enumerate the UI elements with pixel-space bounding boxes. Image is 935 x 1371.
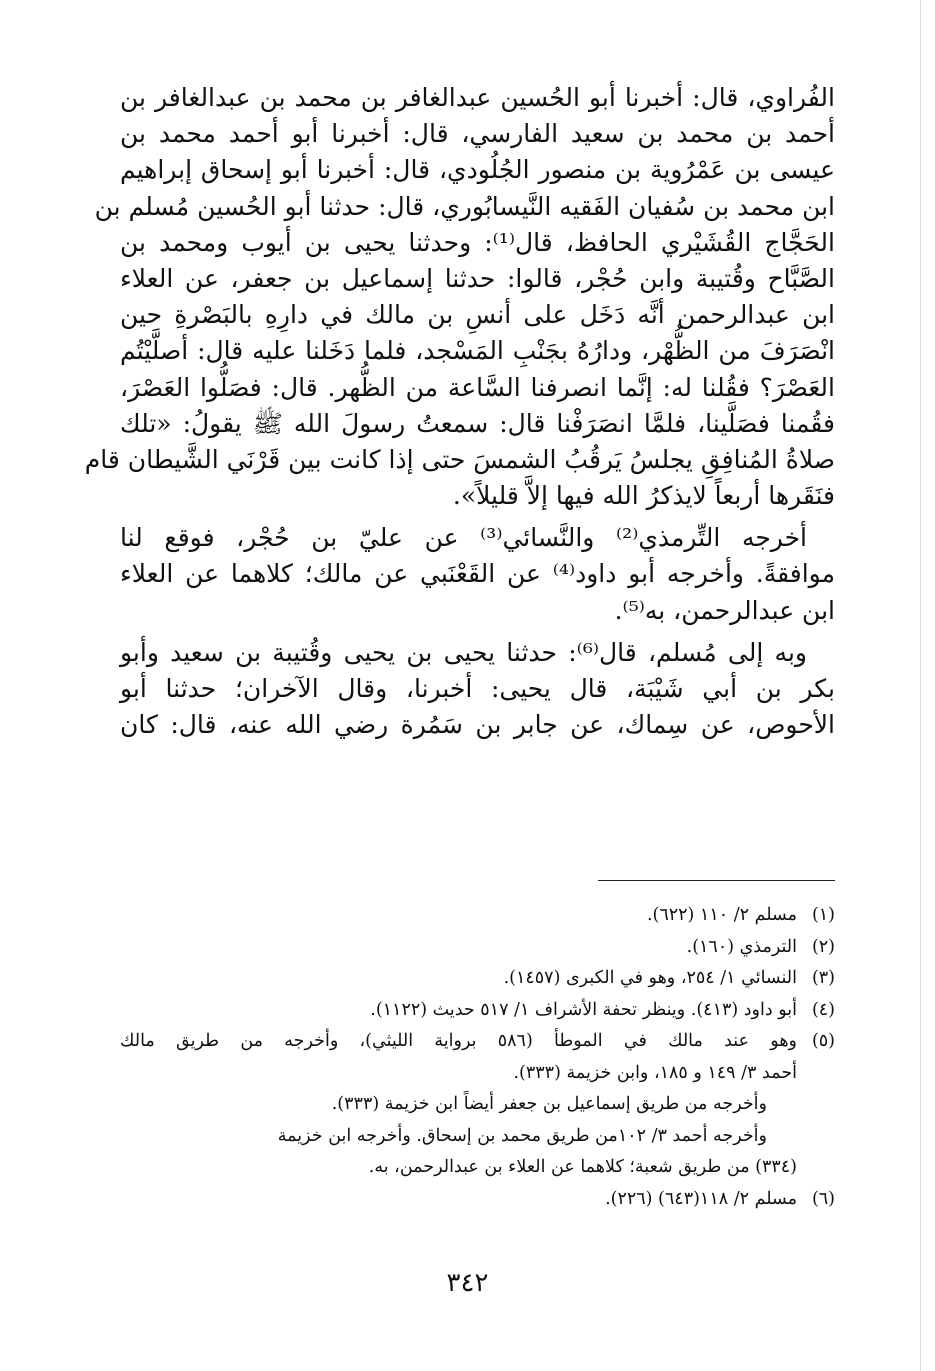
- page-edge: [920, 0, 921, 1371]
- footnote: [120, 963, 835, 995]
- footnote-text: مسلم ٢/ ١١٠ (٦٢٢).: [646, 905, 797, 925]
- footnote-number: (٤): [811, 999, 835, 1020]
- footnote-continuation: أحمد ٣/ ١٤٩ و ١٨٥، وابن خزيمة (٣٣٣).: [513, 1062, 797, 1083]
- text-line: موافقةً. وأخرجه أبو داود⁽⁴⁾ عن القَعْنَبي عن مالك؛ كلاهما عن العلاء: [120, 559, 835, 589]
- text-line: ابن عبدالرحمن، به⁽⁵⁾.: [614, 595, 835, 625]
- text-line: أخرجه التِّرمذي⁽²⁾ والنَّسائي⁽³⁾ عن عليّ بن حُجْر، فوقع لنا: [120, 523, 807, 553]
- footnote: [120, 1184, 835, 1216]
- footnote-text: وهو عند مالك في الموطأ (٥٨٦ برواية الليثي)، وأخرجه من طريق مالك: [120, 1031, 797, 1051]
- footnote-separator: [598, 880, 835, 881]
- text-line: الفُراوي، قال: أخبرنا أبو الحُسين عبدالغافر بن محمد بن عبدالغافر بن: [120, 83, 835, 112]
- text-line: عيسى بن عَمْرُوية بن منصور الجُلُودي، قال: أخبرنا أبو إسحاق إبراهيم: [120, 155, 835, 185]
- footnote-text: مسلم ٢/ ١١٨(٦٤٣) (٢٢٦).: [605, 1188, 797, 1209]
- text-line: أحمد بن محمد بن سعيد الفارسي، قال: أخبرنا أبو أحمد محمد بن: [120, 119, 835, 149]
- footnote: [120, 900, 835, 932]
- text-line: بكر بن أبي شَيْبَة، قال يحيى: أخبرنا، وقال الآخران؛ حدثنا أبو: [120, 674, 835, 703]
- footnote-continuation: (٣٣٤) من طريق شعبة؛ كلاهما عن العلاء بن عبدالرحمن، به.: [368, 1157, 797, 1177]
- text-line: الأحوص، عن سِماك، عن جابر بن سَمُرة رضي الله عنه، قال: كان: [120, 710, 835, 740]
- text-line: صلاةُ المُنافِقِ يجلسُ يَرقُبُ الشمسَ حتى إذا كانت بين قَرْنَي الشَّيطان قام: [84, 444, 835, 474]
- text-line: الصَّبَّاح وقُتيبة وابن حُجْر، قالوا: حدثنا إسماعيل بن جعفر، عن العلاء: [120, 263, 835, 293]
- footnote-number: (٢): [811, 936, 835, 957]
- footnote: [120, 1026, 835, 1058]
- footnote-continuation: وأخرجه أحمد ٣/ ١٠٢من طريق محمد بن إسحاق. وأخرجه ابن خزيمة: [277, 1125, 767, 1146]
- text-line: فقُمنا فصَلَّينا، فلمَّا انصَرَفْنا قال: سمعتُ رسولَ الله ﷺ يقولُ: «تلك: [120, 408, 835, 438]
- footnote-text: الترمذي (١٦٠).: [686, 936, 797, 957]
- text-line: ابن محمد بن سُفيان الفَقيه النَّيسابُوري، قال: حدثنا أبو الحُسين مُسلم بن: [94, 191, 835, 221]
- page-number: ٣٤٢: [446, 1268, 489, 1298]
- footnotes: [120, 900, 835, 1215]
- footnote-continuation: وأخرجه من طريق إسماعيل بن جعفر أيضاً ابن خزيمة (٣٣٣).: [331, 1094, 767, 1114]
- text-line: الحَجَّاج القُشَيْري الحافظ، قال⁽¹⁾: وحدثنا يحيى بن أيوب ومحمد بن: [120, 227, 835, 257]
- footnote: [120, 932, 835, 964]
- text-line: فنَقَرها أربعاً لايذكرُ الله فيها إلاَّ قليلاً».: [452, 481, 835, 511]
- text-line: وبه إلى مُسلم، قال⁽⁶⁾: حدثنا يحيى بن يحيى وقُتيبة بن سعيد وأبو: [120, 637, 807, 667]
- text-line: ابن عبدالرحمن أنَّه دَخَل على أنسِ بن مالك في دارِهِ بالبَصْرةِ حين: [120, 300, 835, 330]
- footnote-number: (٦): [811, 1188, 835, 1209]
- footnote-number: (١): [811, 905, 835, 925]
- text-line: انْصَرَفَ من الظُّهْر، ودارُهُ بجَنْبِ المَسْجد، فلما دَخَلنا عليه قال: أصلَّيْتُم: [120, 336, 835, 366]
- footnote-text: أبو داود (٤١٣). وينظر تحفة الأشراف ١/ ٥١٧ حديث (١١٢٢).: [370, 999, 797, 1020]
- main-text: [84, 80, 835, 743]
- text-line: العَصْرَ؟ فقُلنا له: إنَّما انصرفنا السَّاعة من الظُّهر. قال: فصَلُّوا العَصْرَ،: [120, 372, 835, 402]
- footnote-number: (٣): [811, 968, 835, 988]
- footnote: [120, 995, 835, 1027]
- footnote-number: (٥): [811, 1031, 835, 1051]
- footnote-text: النسائي ١/ ٢٥٤، وهو في الكبرى (١٤٥٧).: [503, 968, 797, 988]
